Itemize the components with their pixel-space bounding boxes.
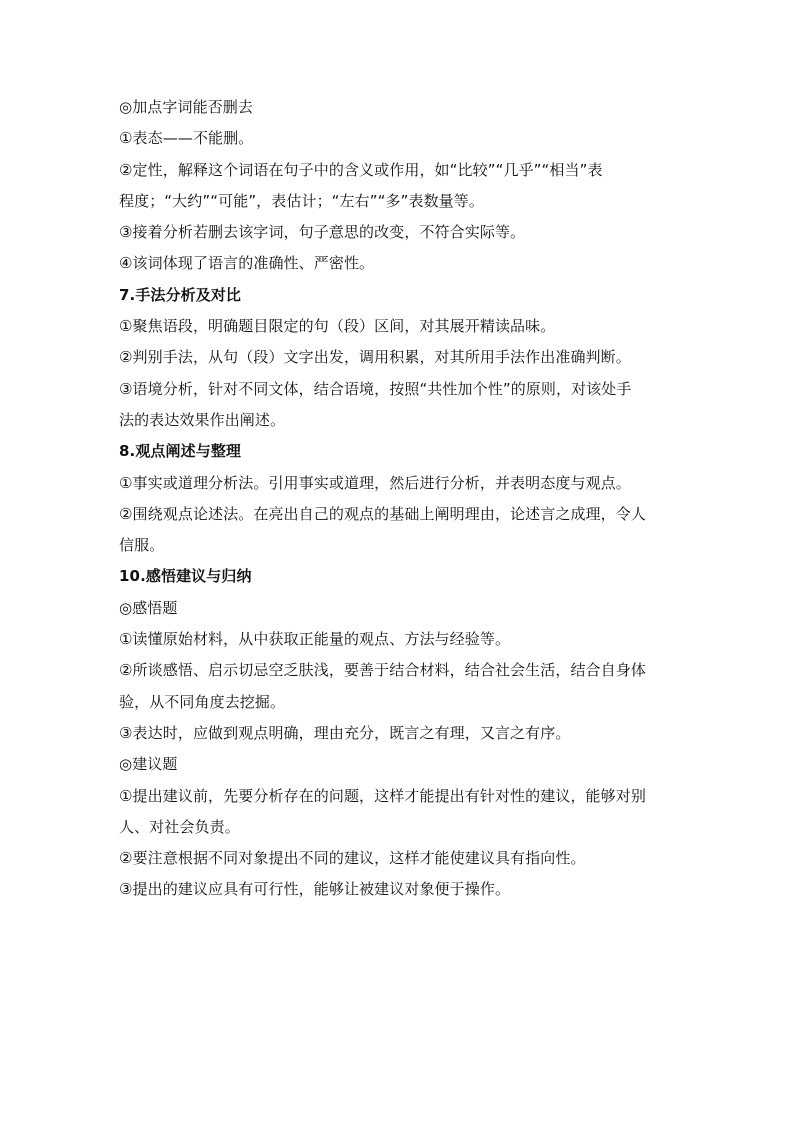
text-line: 程度；“大约”“可能”，表估计；“左右”“多”表数量等。 [119, 191, 484, 210]
text-line: ③提出的建议应具有可行性，能够让被建议对象便于操作。 [119, 880, 511, 899]
document-body [119, 92, 675, 906]
text-line: ②所谈感悟、启示切忌空乏肤浅，要善于结合材料，结合社会生活，结合自身体 [119, 661, 646, 680]
text-line: ③接着分析若删去该字词，句子意思的改变，不符合实际等。 [119, 223, 526, 242]
text-line: ◎加点字词能否删去 [119, 98, 253, 116]
text-line: 法的表达效果作出阐述。 [119, 410, 286, 429]
text-line: ①提出建议前，先要分析存在的问题，这样才能提出有针对性的建议，能够对别 [119, 786, 646, 805]
text-line: 信服。 [119, 536, 165, 555]
text-line: ①读懂原始材料，从中获取正能量的观点、方法与经验等。 [119, 630, 511, 649]
text-line: ②要注意根据不同对象提出不同的建议，这样才能使建议具有指向性。 [119, 849, 586, 868]
section-heading: 7.手法分析及对比 [119, 285, 242, 304]
text-line: ③表达时，应做到观点明确，理由充分，既言之有理，又言之有序。 [119, 723, 571, 742]
text-line: 验，从不同角度去挖掘。 [119, 692, 286, 711]
text-line: ②判别手法，从句（段）文字出发，调用积累，对其所用手法作出准确判断。 [119, 348, 631, 367]
text-line: 人、对社会负责。 [119, 817, 240, 836]
text-line: ①聚焦语段，明确题目限定的句（段）区间，对其展开精读品味。 [119, 317, 556, 336]
text-line: ◎感悟题 [119, 598, 178, 617]
text-line: ①事实或道理分析法。引用事实或道理，然后进行分析，并表明态度与观点。 [119, 473, 631, 492]
text-line: ◎建议题 [119, 755, 178, 774]
section-heading: 8.观点阐述与整理 [119, 442, 242, 461]
section-heading: 10.感悟建议与归纳 [119, 567, 252, 586]
text-line: ③语境分析，针对不同文体，结合语境，按照“共性加个性”的原则，对该处手 [119, 379, 632, 398]
text-line: ①表态——不能删。 [119, 129, 254, 148]
text-line: ②定性，解释这个词语在句子中的含义或作用，如“比较”“几乎”“相当”表 [119, 160, 603, 179]
text-line: ④该词体现了语言的准确性、严密性。 [119, 254, 375, 273]
text-line: ②围绕观点论述法。在亮出自己的观点的基础上阐明理由，论述言之成理，令人 [119, 504, 646, 523]
